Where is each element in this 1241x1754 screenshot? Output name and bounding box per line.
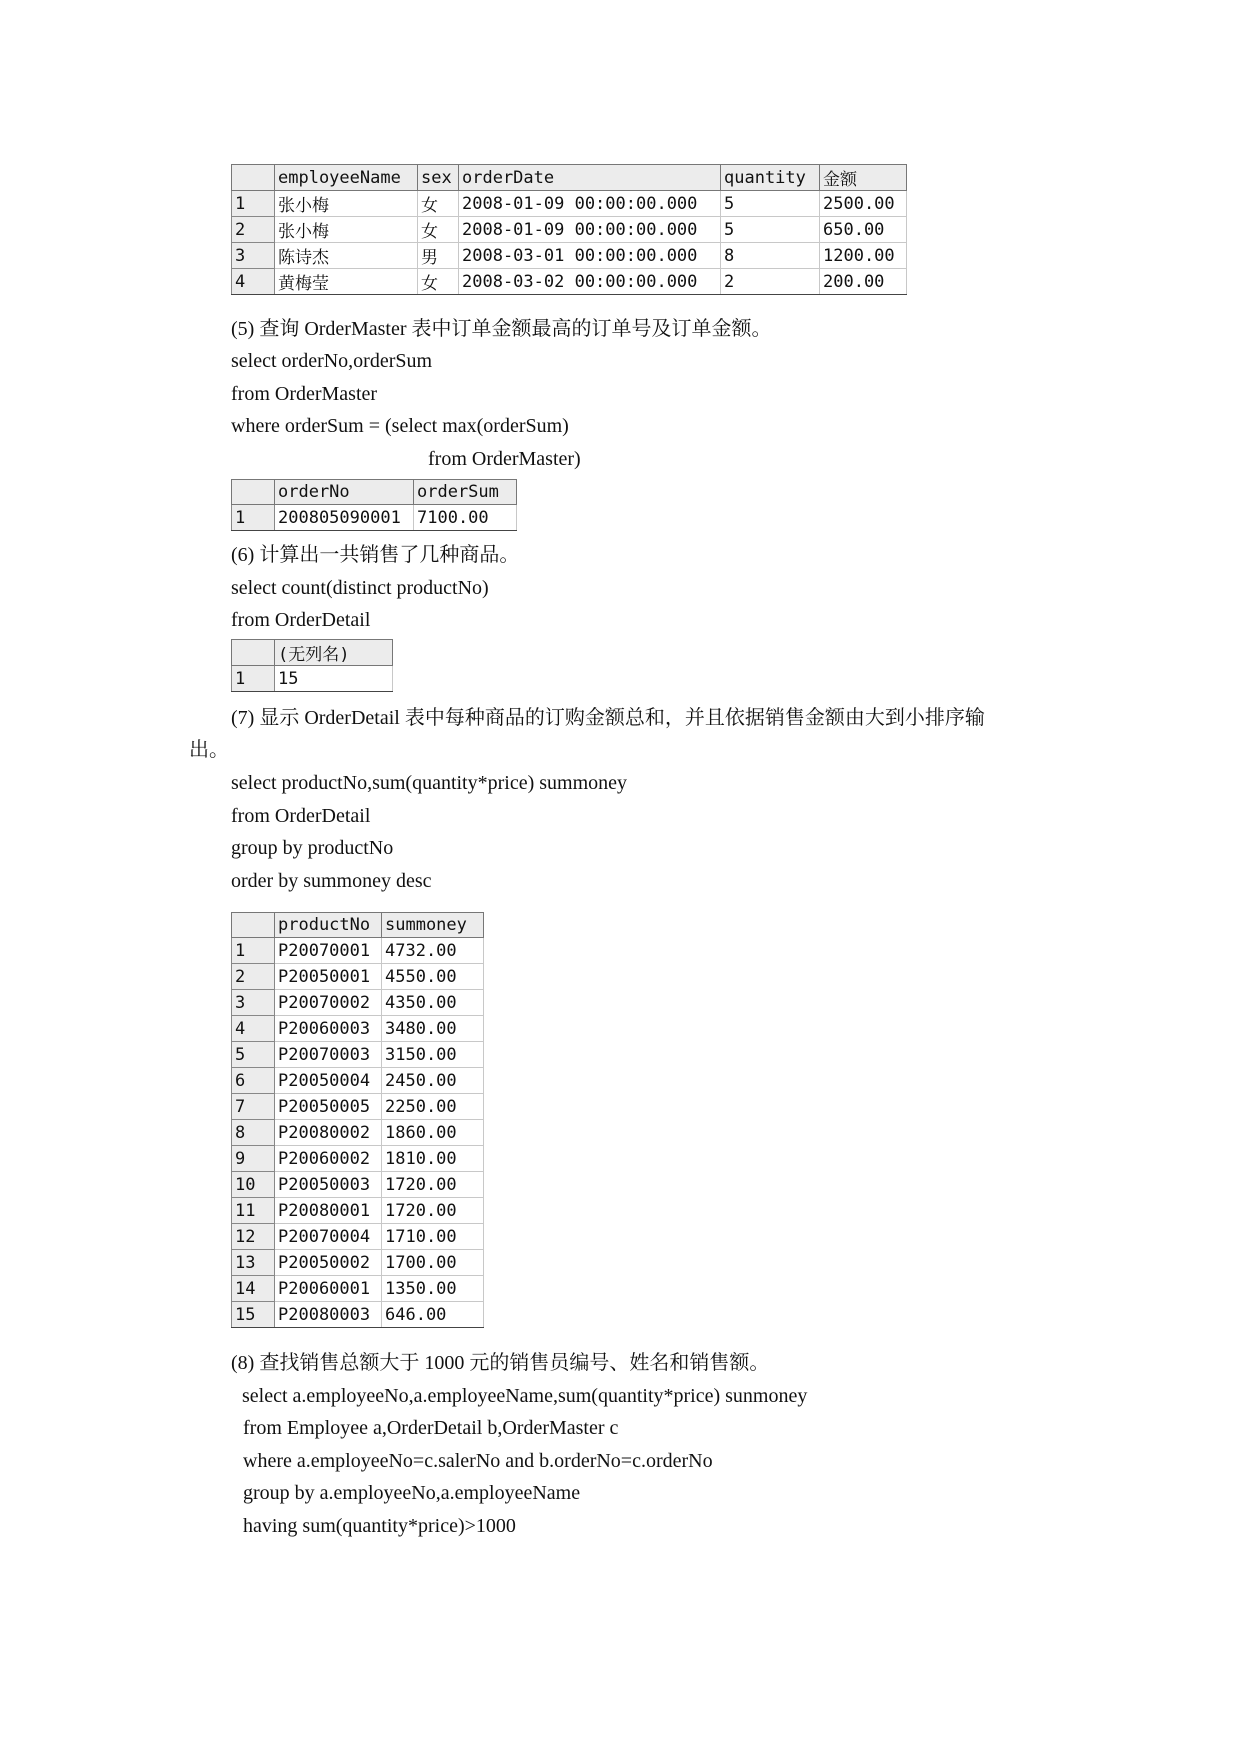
cell: 200.00 (820, 269, 907, 295)
sql-line: from Employee a,OrderDetail b,OrderMaster c (243, 1417, 619, 1439)
grid-corner (232, 913, 275, 938)
question-7-heading-cont: 出。 (189, 739, 229, 761)
cell: 650.00 (820, 217, 907, 243)
cell: 2500.00 (820, 191, 907, 217)
cell: P20080002 (275, 1120, 382, 1146)
row-number: 2 (232, 964, 275, 990)
cell: P20060001 (275, 1276, 382, 1302)
grid-header-row (232, 165, 907, 191)
cell: P20050001 (275, 964, 382, 990)
table-row (232, 964, 484, 990)
cell: 5 (721, 191, 820, 217)
sql-line: from OrderDetail (231, 805, 371, 827)
table-row (232, 243, 907, 269)
cell: 1200.00 (820, 243, 907, 269)
table-row (232, 217, 907, 243)
cell: 2008-03-01 00:00:00.000 (459, 243, 721, 269)
cell: 女 (418, 269, 459, 295)
grid-header-row (232, 640, 393, 666)
sql-line: where a.employeeNo=c.salerNo and b.orderNo=c.orderNo (243, 1450, 713, 1472)
cell: 15 (275, 666, 393, 692)
question-6-heading: (6) 计算出一共销售了几种商品。 (231, 544, 520, 566)
cell: 女 (418, 217, 459, 243)
result-grid-employees (231, 164, 907, 295)
cell: 1860.00 (382, 1120, 484, 1146)
grid-corner (232, 480, 275, 505)
sql-line: where orderSum = (select max(orderSum) (231, 415, 569, 437)
grid-corner (232, 165, 275, 191)
row-number: 3 (232, 990, 275, 1016)
col-orderSum: orderSum (414, 480, 517, 505)
cell: P20080001 (275, 1198, 382, 1224)
col-orderDate: orderDate (459, 165, 721, 191)
cell: 2 (721, 269, 820, 295)
row-number: 1 (232, 938, 275, 964)
cell: 4350.00 (382, 990, 484, 1016)
cell: 1710.00 (382, 1224, 484, 1250)
sql-line: order by summoney desc (231, 870, 432, 892)
result-grid-summoney (231, 912, 484, 1328)
cell: P20060003 (275, 1016, 382, 1042)
table-row (232, 1042, 484, 1068)
table-row (232, 1068, 484, 1094)
sql-line: from OrderMaster (231, 383, 378, 405)
row-number: 6 (232, 1068, 275, 1094)
cell: 2008-03-02 00:00:00.000 (459, 269, 721, 295)
row-number: 15 (232, 1302, 275, 1328)
cell: 7100.00 (414, 505, 517, 531)
sql-line: from OrderMaster) (428, 448, 581, 470)
cell: 646.00 (382, 1302, 484, 1328)
row-number: 4 (232, 269, 275, 295)
table-row (232, 1120, 484, 1146)
col-employeeName: employeeName (275, 165, 418, 191)
table-row (232, 1016, 484, 1042)
sql-line: group by productNo (231, 837, 394, 859)
sql-line: from OrderDetail (231, 609, 371, 631)
col-amount: 金额 (820, 165, 907, 191)
cell: 3150.00 (382, 1042, 484, 1068)
cell: P20070002 (275, 990, 382, 1016)
cell: 女 (418, 191, 459, 217)
cell: P20080003 (275, 1302, 382, 1328)
cell: 1720.00 (382, 1172, 484, 1198)
table-row (232, 938, 484, 964)
grid-header-row (232, 913, 484, 938)
cell: 张小梅 (275, 217, 418, 243)
cell: 2250.00 (382, 1094, 484, 1120)
cell: P20050002 (275, 1250, 382, 1276)
cell: 4732.00 (382, 938, 484, 964)
row-number: 1 (232, 505, 275, 531)
row-number: 10 (232, 1172, 275, 1198)
question-7-heading: (7) 显示 OrderDetail 表中每种商品的订购金额总和，并且依据销售金额由大到小排序输 (231, 707, 985, 729)
table-row (232, 191, 907, 217)
cell: 陈诗杰 (275, 243, 418, 269)
table-row (232, 1146, 484, 1172)
col-quantity: quantity (721, 165, 820, 191)
row-number: 3 (232, 243, 275, 269)
table-row (232, 1224, 484, 1250)
table-row (232, 1302, 484, 1328)
table-row (232, 990, 484, 1016)
table-row (232, 1250, 484, 1276)
table-row (232, 666, 393, 692)
cell: 黄梅莹 (275, 269, 418, 295)
row-number: 1 (232, 191, 275, 217)
table-row (232, 1094, 484, 1120)
question-8-heading: (8) 查找销售总额大于 1000 元的销售员编号、姓名和销售额。 (231, 1352, 770, 1374)
cell: 2008-01-09 00:00:00.000 (459, 217, 721, 243)
row-number: 11 (232, 1198, 275, 1224)
cell: 5 (721, 217, 820, 243)
result-grid-max-order (231, 479, 517, 531)
cell: 3480.00 (382, 1016, 484, 1042)
cell: 2450.00 (382, 1068, 484, 1094)
table-row (232, 269, 907, 295)
cell: P20050003 (275, 1172, 382, 1198)
table-row (232, 1276, 484, 1302)
row-number: 13 (232, 1250, 275, 1276)
row-number: 5 (232, 1042, 275, 1068)
row-number: 2 (232, 217, 275, 243)
cell: P20050005 (275, 1094, 382, 1120)
row-number: 7 (232, 1094, 275, 1120)
sql-line: having sum(quantity*price)>1000 (243, 1515, 516, 1537)
cell: 8 (721, 243, 820, 269)
row-number: 1 (232, 666, 275, 692)
result-grid-count (231, 639, 393, 692)
row-number: 9 (232, 1146, 275, 1172)
sql-line: group by a.employeeNo,a.employeeName (243, 1482, 581, 1504)
cell: 1350.00 (382, 1276, 484, 1302)
col-summoney: summoney (382, 913, 484, 938)
question-5-heading: (5) 查询 OrderMaster 表中订单金额最高的订单号及订单金额。 (231, 318, 772, 340)
col-productNo: productNo (275, 913, 382, 938)
cell: P20070001 (275, 938, 382, 964)
cell: 张小梅 (275, 191, 418, 217)
cell: 4550.00 (382, 964, 484, 990)
cell: 200805090001 (275, 505, 414, 531)
cell: 1810.00 (382, 1146, 484, 1172)
row-number: 14 (232, 1276, 275, 1302)
cell: P20070004 (275, 1224, 382, 1250)
cell: 1700.00 (382, 1250, 484, 1276)
cell: 1720.00 (382, 1198, 484, 1224)
sql-line: select productNo,sum(quantity*price) summoney (231, 772, 628, 794)
grid-header-row (232, 480, 517, 505)
sql-line: select count(distinct productNo) (231, 577, 489, 599)
sql-line: select a.employeeNo,a.employeeName,sum(quantity*price) sunmoney (242, 1385, 808, 1407)
cell: 2008-01-09 00:00:00.000 (459, 191, 721, 217)
grid-corner (232, 640, 275, 666)
sql-line: select orderNo,orderSum (231, 350, 433, 372)
row-number: 4 (232, 1016, 275, 1042)
table-row (232, 505, 517, 531)
col-no-name: (无列名) (275, 640, 393, 666)
row-number: 12 (232, 1224, 275, 1250)
col-sex: sex (418, 165, 459, 191)
cell: 男 (418, 243, 459, 269)
table-row (232, 1172, 484, 1198)
cell: P20070003 (275, 1042, 382, 1068)
col-orderNo: orderNo (275, 480, 414, 505)
table-row (232, 1198, 484, 1224)
row-number: 8 (232, 1120, 275, 1146)
cell: P20050004 (275, 1068, 382, 1094)
cell: P20060002 (275, 1146, 382, 1172)
